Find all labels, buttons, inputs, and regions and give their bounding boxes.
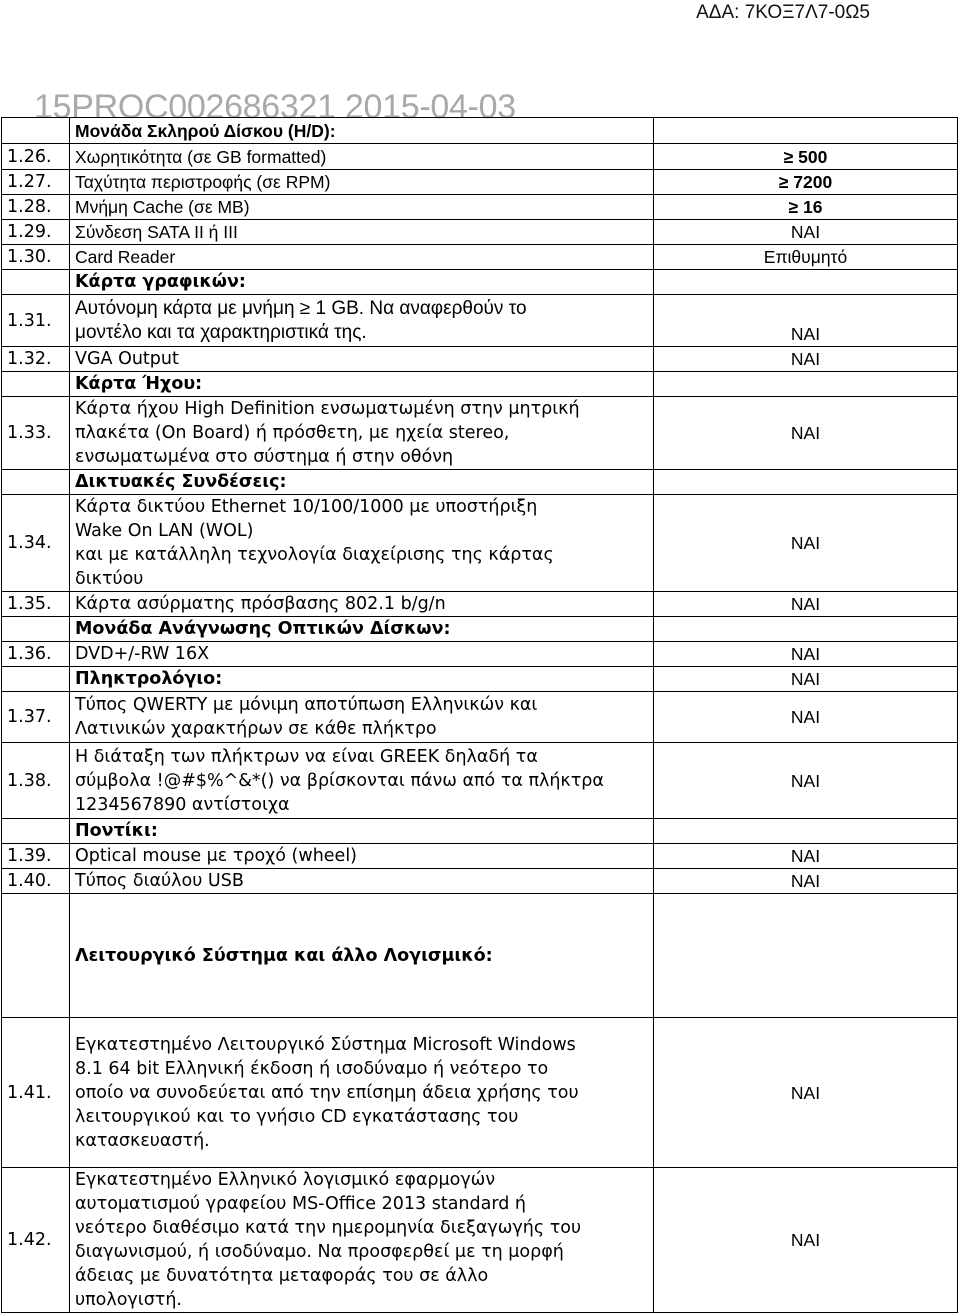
section-title: Κάρτα Ήχου: [70, 372, 654, 397]
requirement-value: Επιθυμητό [654, 245, 958, 270]
item-number: 1.41. [2, 1018, 70, 1168]
item-description: Ταχύτητα περιστροφής (σε RPM) [70, 170, 654, 195]
ada-header: ΑΔΑ: 7ΚΟΞ7Λ7-0Ω5 [696, 2, 870, 23]
item-description: Μνήμη Cache (σε MB) [70, 195, 654, 220]
requirement-value: ΝΑΙ [654, 1018, 958, 1168]
section-title: Ποντίκι: [70, 819, 654, 844]
requirement-value: ΝΑΙ [654, 667, 958, 692]
section-row [2, 617, 958, 642]
description-line: λειτουργικού και το γνήσιο CD εγκατάστασης του [75, 1106, 519, 1127]
section-title: Πληκτρολόγιο: [70, 667, 654, 692]
item-number [2, 118, 70, 144]
item-number [2, 894, 70, 1018]
description-line: Εγκατεστημένο Ελληνικό λογισμικό εφαρμογών [75, 1170, 496, 1190]
requirement-value: ΝΑΙ [654, 347, 958, 372]
item-description [70, 397, 654, 470]
description-line: Κάρτα δικτύου Ethernet 10/100/1000 με υποστήριξη [75, 497, 538, 517]
item-number: 1.39. [2, 844, 70, 869]
item-number: 1.36. [2, 642, 70, 667]
requirement-value: ≥ 16 [654, 195, 958, 220]
item-description [70, 743, 654, 819]
item-number: 1.28. [2, 195, 70, 220]
item-description: Κάρτα ασύρματης πρόσβασης 802.1 b/g/n [70, 592, 654, 617]
description-line: αυτοματισμού γραφείου MS-Office 2013 standard ή [75, 1194, 527, 1214]
requirement-value: ΝΑΙ [654, 220, 958, 245]
requirement-value: ΝΑΙ [654, 592, 958, 617]
section-row [2, 118, 958, 144]
description-line: Εγκατεστημένο Λειτουργικό Σύστημα Microsoft Windows [75, 1034, 576, 1055]
description-line: μοντέλο και τα χαρακτηριστικά της. [75, 321, 367, 343]
spec-row [2, 642, 958, 667]
requirement-value: ΝΑΙ [654, 295, 958, 347]
description-line: Αυτόνομη κάρτα με μνήμη ≥ 1 GB. Να αναφερθούν το [75, 297, 527, 319]
description-line: άδειας με δυνατότητα μεταφοράς του σε άλλο [75, 1266, 489, 1286]
item-description: Τύπος διαύλου USB [70, 869, 654, 894]
spec-row [2, 692, 958, 743]
section-title: Κάρτα γραφικών: [70, 270, 654, 295]
description-line: οποίο να συνοδεύεται από την επίσημη άδεια χρήσης του [75, 1082, 579, 1103]
section-row [2, 270, 958, 295]
section-row [2, 819, 958, 844]
description-line: υπολογιστή. [75, 1290, 182, 1310]
item-number: 1.35. [2, 592, 70, 617]
requirement-value: ≥ 500 [654, 144, 958, 170]
spec-row [2, 743, 958, 819]
item-number: 1.33. [2, 397, 70, 470]
item-number: 1.37. [2, 692, 70, 743]
item-description [70, 692, 654, 743]
description-line: Η διάταξη των πλήκτρων να είναι GREEK δηλαδή τα [75, 746, 538, 767]
spec-row [2, 295, 958, 347]
spec-row [2, 869, 958, 894]
description-line: 1234567890 αντίστοιχα [75, 794, 290, 815]
requirement-value: ΝΑΙ [654, 844, 958, 869]
spec-row [2, 170, 958, 195]
description-line: ενσωματωμένα στο σύστημα ή στην οθόνη [75, 447, 454, 467]
specification-table-body [2, 118, 958, 1313]
description-line: Λατινικών χαρακτήρων σε κάθε πλήκτρο [75, 719, 437, 739]
section-title: Μονάδα Σκληρού Δίσκου (H/D): [70, 118, 654, 144]
item-number [2, 819, 70, 844]
spec-row [2, 347, 958, 372]
section-row [2, 667, 958, 692]
requirement-value [654, 617, 958, 642]
item-number [2, 270, 70, 295]
item-description [70, 1018, 654, 1168]
item-number: 1.42. [2, 1168, 70, 1313]
section-title: Λειτουργικό Σύστημα και άλλο Λογισμικό: [70, 894, 654, 1018]
item-number [2, 667, 70, 692]
requirement-value: ΝΑΙ [654, 869, 958, 894]
requirement-value [654, 372, 958, 397]
section-row [2, 470, 958, 495]
item-description: VGA Output [70, 347, 654, 372]
spec-row [2, 195, 958, 220]
item-number: 1.30. [2, 245, 70, 270]
spec-row [2, 1018, 958, 1168]
item-description: DVD+/-RW 16X [70, 642, 654, 667]
spec-row [2, 245, 958, 270]
description-line: 8.1 64 bit Ελληνική έκδοση ή ισοδύναμο ή νεότερο το [75, 1058, 549, 1079]
item-description: Χωρητικότητα (σε GB formatted) [70, 144, 654, 170]
requirement-value [654, 270, 958, 295]
requirement-value [654, 470, 958, 495]
section-title: Δικτυακές Συνδέσεις: [70, 470, 654, 495]
requirement-value: ΝΑΙ [654, 1168, 958, 1313]
item-description [70, 1168, 654, 1313]
requirement-value: ΝΑΙ [654, 495, 958, 592]
requirement-value [654, 118, 958, 144]
item-number: 1.27. [2, 170, 70, 195]
section-title: Μονάδα Ανάγνωσης Οπτικών Δίσκων: [70, 617, 654, 642]
description-line: Wake On LAN (WOL) [75, 521, 254, 541]
requirement-value [654, 819, 958, 844]
item-description: Card Reader [70, 245, 654, 270]
item-number [2, 617, 70, 642]
spec-row [2, 220, 958, 245]
description-line: σύμβολα !@#$%^&*() να βρίσκονται πάνω από τα πλήκτρα [75, 770, 604, 791]
item-number: 1.32. [2, 347, 70, 372]
item-number: 1.26. [2, 144, 70, 170]
requirement-value: ≥ 7200 [654, 170, 958, 195]
item-number [2, 470, 70, 495]
section-row [2, 894, 958, 1018]
description-line: κατασκευαστή. [75, 1130, 210, 1151]
description-line: Κάρτα ήχου High Definition ενσωματωμένη στην μητρική [75, 399, 580, 419]
protocol-watermark: 15PROC002686321 2015-04-03 [34, 88, 516, 126]
description-line: δικτύου [75, 569, 144, 589]
description-line: διαγωνισμού, ή ισοδύναμο. Να προσφερθεί με τη μορφή [75, 1242, 564, 1262]
requirement-value [654, 894, 958, 1018]
item-number [2, 372, 70, 397]
spec-row [2, 144, 958, 170]
item-number: 1.38. [2, 743, 70, 819]
section-row [2, 372, 958, 397]
description-line: και με κατάλληλη τεχνολογία διαχείρισης της κάρτας [75, 545, 554, 565]
description-line: πλακέτα (On Board) ή πρόσθετη, με ηχεία stereo, [75, 423, 510, 443]
description-line: νεότερο διαθέσιμο κατά την ημερομηνία διεξαγωγής του [75, 1218, 582, 1238]
item-description [70, 295, 654, 347]
item-number: 1.31. [2, 295, 70, 347]
description-line: Τύπος QWERTY με μόνιμη αποτύπωση Ελληνικών και [75, 695, 538, 715]
requirement-value: ΝΑΙ [654, 692, 958, 743]
requirement-value: ΝΑΙ [654, 642, 958, 667]
requirement-value: ΝΑΙ [654, 743, 958, 819]
spec-row [2, 495, 958, 592]
spec-row [2, 844, 958, 869]
spec-row [2, 1168, 958, 1313]
item-description [70, 495, 654, 592]
item-description: Σύνδεση SATA II ή III [70, 220, 654, 245]
spec-row [2, 397, 958, 470]
specification-table [1, 117, 958, 1313]
item-number: 1.40. [2, 869, 70, 894]
item-number: 1.29. [2, 220, 70, 245]
requirement-value: ΝΑΙ [654, 397, 958, 470]
item-description: Optical mouse με τροχό (wheel) [70, 844, 654, 869]
spec-row [2, 592, 958, 617]
item-number: 1.34. [2, 495, 70, 592]
